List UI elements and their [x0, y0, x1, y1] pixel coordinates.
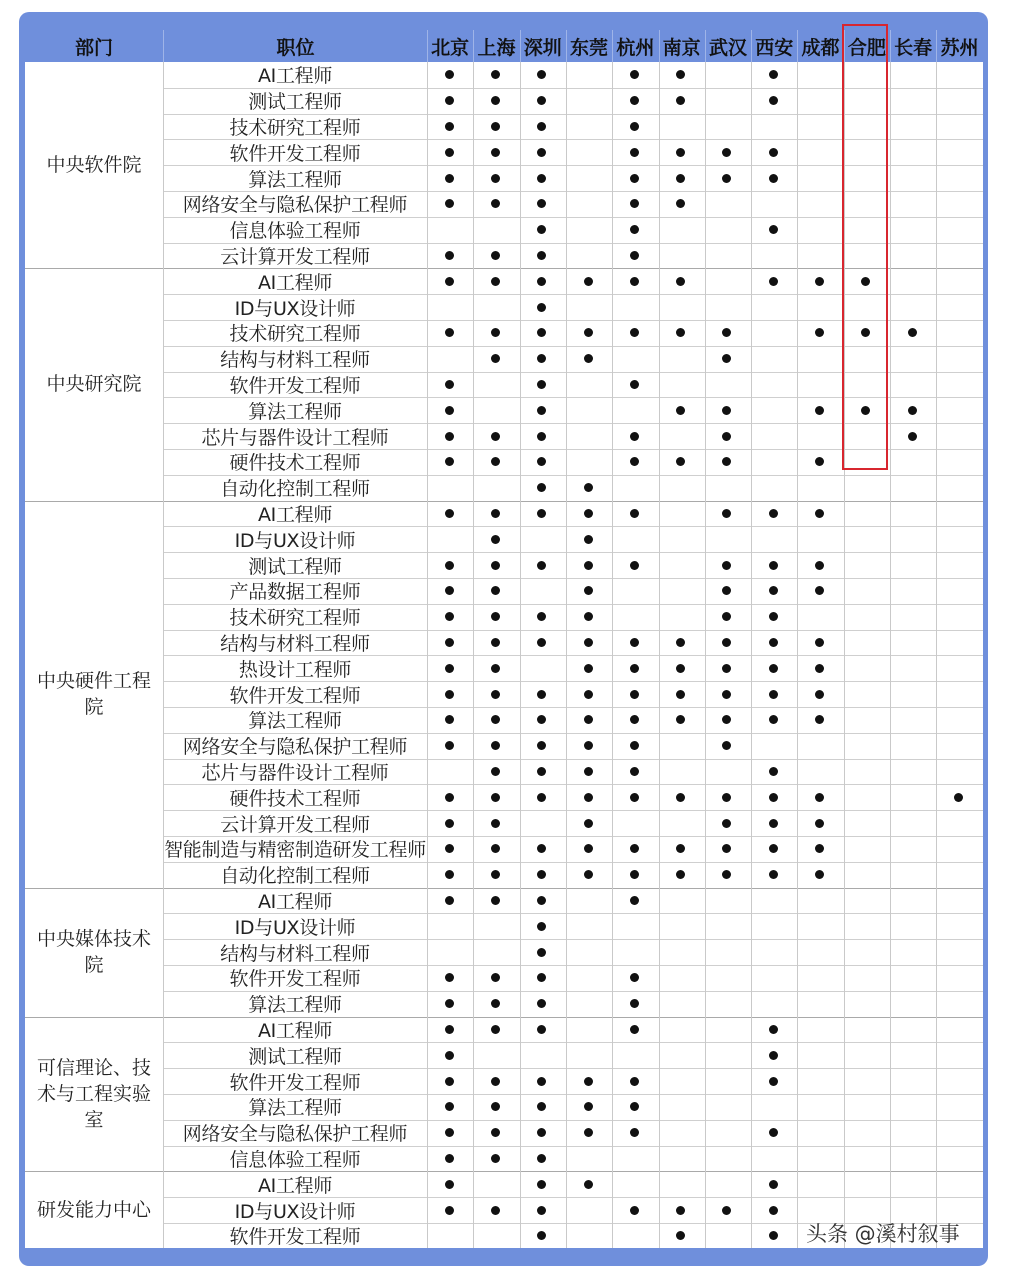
column-separator	[890, 62, 891, 1248]
availability-dot	[491, 148, 500, 157]
availability-dot	[769, 561, 778, 570]
position-label: ID与UX设计师	[234, 1200, 356, 1223]
availability-dot	[491, 690, 500, 699]
availability-dot	[815, 690, 824, 699]
department-label: 中央硬件工程院	[36, 670, 151, 719]
column-separator	[427, 62, 428, 1248]
position-label: 网络安全与隐私保护工程师	[182, 1123, 408, 1146]
availability-dot	[537, 1077, 546, 1086]
availability-dot	[445, 1206, 454, 1215]
availability-dot	[491, 664, 500, 673]
position-label: 硬件技术工程师	[229, 452, 361, 475]
availability-dot	[491, 122, 500, 131]
availability-dot	[815, 509, 824, 518]
availability-dot	[491, 1206, 500, 1215]
availability-dot	[630, 509, 639, 518]
availability-dot	[445, 586, 454, 595]
availability-dot	[491, 1077, 500, 1086]
availability-dot	[630, 380, 639, 389]
availability-dot	[445, 70, 454, 79]
availability-dot	[537, 793, 546, 802]
position-label: 结构与材料工程师	[220, 349, 370, 372]
position-label: 网络安全与隐私保护工程师	[182, 736, 408, 759]
availability-dot	[537, 1180, 546, 1189]
availability-dot	[769, 225, 778, 234]
availability-dot	[584, 870, 593, 879]
position-label: 技术研究工程师	[229, 323, 361, 346]
position-label: 技术研究工程师	[229, 117, 361, 139]
availability-dot	[491, 1154, 500, 1163]
availability-dot	[491, 251, 500, 260]
department-label: 中央软件院	[46, 154, 142, 177]
header-separator	[751, 30, 752, 62]
availability-dot	[491, 432, 500, 441]
header-city-3: 东莞	[570, 36, 609, 59]
availability-dot	[491, 561, 500, 570]
availability-dot	[445, 999, 454, 1008]
availability-dot	[584, 535, 593, 544]
availability-dot	[445, 715, 454, 724]
hefei-column-highlight	[842, 24, 888, 470]
availability-dot	[537, 277, 546, 286]
availability-dot	[445, 96, 454, 105]
department-label: 中央媒体技术院	[36, 928, 151, 977]
availability-dot	[491, 174, 500, 183]
position-label: ID与UX设计师	[234, 916, 356, 939]
header-separator	[705, 30, 706, 62]
availability-dot	[630, 277, 639, 286]
availability-dot	[445, 251, 454, 260]
availability-dot	[954, 793, 963, 802]
position-label: 软件开发工程师	[229, 1226, 361, 1249]
availability-dot	[815, 793, 824, 802]
position-label: 结构与材料工程师	[220, 942, 370, 965]
availability-dot	[491, 767, 500, 776]
availability-dot	[676, 277, 685, 286]
availability-dot	[445, 870, 454, 879]
availability-dot	[445, 690, 454, 699]
availability-dot	[676, 664, 685, 673]
position-label: 技术研究工程师	[229, 607, 361, 630]
header-city-2: 深圳	[523, 36, 562, 59]
header-city-9: 合肥	[847, 36, 886, 59]
header-separator	[797, 30, 798, 62]
availability-dot	[491, 509, 500, 518]
position-label: 测试工程师	[248, 555, 342, 578]
availability-dot	[676, 690, 685, 699]
availability-dot	[630, 225, 639, 234]
header-city-1: 上海	[477, 36, 516, 59]
availability-dot	[630, 96, 639, 105]
header-city-8: 成都	[801, 36, 840, 59]
availability-dot	[584, 1180, 593, 1189]
availability-dot	[445, 638, 454, 647]
availability-dot	[445, 896, 454, 905]
availability-dot	[769, 870, 778, 879]
availability-dot	[769, 1180, 778, 1189]
availability-dot	[445, 277, 454, 286]
availability-dot	[491, 535, 500, 544]
availability-dot	[445, 380, 454, 389]
availability-dot	[445, 664, 454, 673]
position-label: 网络安全与隐私保护工程师	[182, 194, 408, 217]
header-city-10: 长春	[894, 36, 933, 59]
column-separator	[520, 62, 521, 1248]
availability-dot	[630, 664, 639, 673]
position-label: 软件开发工程师	[229, 684, 361, 707]
availability-dot	[769, 819, 778, 828]
position-label: 信息体验工程师	[229, 1149, 361, 1171]
availability-dot	[584, 483, 593, 492]
position-label: 算法工程师	[248, 994, 342, 1017]
column-separator	[566, 62, 567, 1248]
availability-dot	[445, 1025, 454, 1034]
availability-dot	[630, 561, 639, 570]
availability-dot	[769, 277, 778, 286]
availability-dot	[630, 741, 639, 750]
availability-dot	[630, 638, 639, 647]
availability-dot	[815, 819, 824, 828]
header-city-6: 武汉	[708, 36, 747, 59]
availability-dot	[769, 1025, 778, 1034]
availability-dot	[584, 715, 593, 724]
availability-dot	[491, 638, 500, 647]
availability-dot	[676, 1206, 685, 1215]
header-separator	[659, 30, 660, 62]
availability-dot	[630, 148, 639, 157]
availability-dot	[584, 767, 593, 776]
header-separator	[427, 30, 428, 62]
position-label: 算法工程师	[248, 710, 342, 733]
availability-dot	[676, 174, 685, 183]
header-separator	[566, 30, 567, 62]
availability-dot	[584, 638, 593, 647]
availability-dot	[445, 432, 454, 441]
availability-dot	[584, 509, 593, 518]
position-label: 热设计工程师	[238, 658, 352, 681]
availability-dot	[630, 122, 639, 131]
availability-dot	[537, 690, 546, 699]
position-label: 产品数据工程师	[229, 581, 361, 604]
position-label: 芯片与器件设计工程师	[201, 762, 389, 784]
header-position: 职位	[276, 36, 315, 59]
availability-dot	[445, 793, 454, 802]
availability-dot	[445, 174, 454, 183]
availability-dot	[815, 277, 824, 286]
availability-dot	[445, 1128, 454, 1137]
column-separator	[751, 62, 752, 1248]
position-label: AI工程师	[257, 1020, 333, 1042]
header-city-0: 北京	[431, 36, 470, 59]
availability-dot	[491, 1025, 500, 1034]
column-separator	[705, 62, 706, 1248]
position-label: AI工程师	[257, 504, 333, 526]
column-separator	[797, 62, 798, 1248]
position-label: ID与UX设计师	[234, 297, 356, 320]
availability-dot	[445, 328, 454, 337]
column-separator	[473, 62, 474, 1248]
availability-dot	[537, 922, 546, 931]
availability-dot	[584, 819, 593, 828]
header-city-5: 南京	[662, 36, 701, 59]
availability-dot	[445, 561, 454, 570]
availability-dot	[630, 1077, 639, 1086]
position-label: ID与UX设计师	[234, 529, 356, 552]
availability-dot	[769, 664, 778, 673]
availability-dot	[630, 690, 639, 699]
availability-dot	[445, 612, 454, 621]
position-label: 软件开发工程师	[229, 1071, 361, 1094]
availability-dot	[584, 586, 593, 595]
availability-dot	[630, 767, 639, 776]
availability-dot	[584, 844, 593, 853]
availability-dot	[491, 896, 500, 905]
availability-dot	[491, 819, 500, 828]
availability-dot	[769, 1077, 778, 1086]
position-label: 智能制造与精密制造研发工程师	[164, 839, 426, 862]
availability-dot	[630, 896, 639, 905]
column-separator	[936, 62, 937, 1248]
availability-dot	[769, 148, 778, 157]
position-label: 测试工程师	[248, 91, 342, 114]
availability-dot	[584, 793, 593, 802]
availability-dot	[769, 793, 778, 802]
column-separator	[612, 62, 613, 1248]
position-label: 云计算开发工程师	[220, 813, 370, 836]
availability-dot	[584, 328, 593, 337]
availability-dot	[769, 509, 778, 518]
availability-dot	[584, 612, 593, 621]
availability-dot	[445, 148, 454, 157]
position-label: 云计算开发工程师	[220, 246, 370, 268]
header-city-4: 杭州	[616, 36, 655, 59]
availability-dot	[769, 612, 778, 621]
availability-dot	[445, 1180, 454, 1189]
availability-dot	[630, 999, 639, 1008]
header-separator	[163, 30, 164, 62]
position-label: AI工程师	[257, 891, 333, 913]
availability-dot	[537, 1206, 546, 1215]
availability-dot	[630, 432, 639, 441]
position-label: 测试工程师	[248, 1045, 342, 1068]
watermark: 头条 @溪村叙事	[806, 1222, 960, 1246]
position-label: 软件开发工程师	[229, 968, 361, 991]
availability-dot	[769, 1128, 778, 1137]
availability-dot	[445, 1077, 454, 1086]
position-label: AI工程师	[257, 65, 333, 88]
availability-dot	[630, 793, 639, 802]
position-label: 算法工程师	[248, 400, 342, 423]
availability-dot	[445, 457, 454, 466]
position-label: 软件开发工程师	[229, 142, 361, 165]
availability-dot	[769, 767, 778, 776]
department-label: 中央研究院	[46, 373, 142, 396]
availability-dot	[584, 741, 593, 750]
availability-dot	[584, 1128, 593, 1137]
availability-dot	[445, 1102, 454, 1111]
header-separator	[612, 30, 613, 62]
availability-dot	[445, 406, 454, 415]
position-label: 结构与材料工程师	[220, 633, 370, 655]
position-label: 自动化控制工程师	[220, 865, 370, 888]
availability-dot	[815, 561, 824, 570]
availability-dot	[445, 973, 454, 982]
header-separator	[890, 30, 891, 62]
availability-dot	[491, 793, 500, 802]
availability-dot	[584, 690, 593, 699]
position-label: 软件开发工程师	[229, 375, 361, 397]
availability-dot	[676, 406, 685, 415]
availability-dot	[676, 148, 685, 157]
availability-dot	[769, 1206, 778, 1215]
availability-dot	[630, 251, 639, 260]
availability-dot	[584, 561, 593, 570]
position-label: 信息体验工程师	[229, 220, 361, 243]
availability-dot	[769, 96, 778, 105]
availability-dot	[584, 1077, 593, 1086]
availability-dot	[445, 199, 454, 208]
availability-dot	[676, 793, 685, 802]
availability-dot	[769, 174, 778, 183]
availability-dot	[537, 174, 546, 183]
header-separator	[520, 30, 521, 62]
availability-dot	[445, 844, 454, 853]
position-label: 算法工程师	[248, 168, 342, 191]
header-city-7: 西安	[755, 36, 794, 59]
availability-dot	[630, 174, 639, 183]
availability-dot	[445, 819, 454, 828]
availability-dot	[908, 406, 917, 415]
availability-dot	[445, 1051, 454, 1060]
header-separator	[936, 30, 937, 62]
availability-dot	[491, 277, 500, 286]
availability-dot	[630, 1025, 639, 1034]
position-label: 硬件技术工程师	[229, 787, 361, 810]
column-separator	[659, 62, 660, 1248]
availability-dot	[630, 1206, 639, 1215]
department-label: 研发能力中心	[36, 1199, 151, 1222]
availability-dot	[769, 690, 778, 699]
position-label: AI工程师	[257, 1174, 333, 1197]
availability-dot	[630, 870, 639, 879]
availability-dot	[769, 1051, 778, 1060]
availability-dot	[537, 406, 546, 415]
availability-dot	[584, 354, 593, 363]
availability-dot	[537, 303, 546, 312]
availability-dot	[815, 664, 824, 673]
availability-dot	[769, 638, 778, 647]
header-city-11: 苏州	[940, 36, 979, 59]
column-separator	[163, 62, 164, 1248]
availability-dot	[815, 406, 824, 415]
department-label: 可信理论、技术与工程实验室	[36, 1056, 151, 1131]
availability-dot	[537, 148, 546, 157]
availability-dot	[537, 948, 546, 957]
availability-dot	[908, 432, 917, 441]
header-department: 部门	[74, 36, 113, 59]
availability-dot	[445, 509, 454, 518]
availability-dot	[445, 1154, 454, 1163]
position-label: 算法工程师	[248, 1097, 342, 1120]
availability-dot	[630, 1128, 639, 1137]
availability-dot	[537, 432, 546, 441]
availability-dot	[537, 561, 546, 570]
availability-dot	[584, 277, 593, 286]
position-label: AI工程师	[257, 271, 333, 294]
availability-dot	[584, 664, 593, 673]
position-label: 自动化控制工程师	[220, 478, 370, 501]
availability-dot	[584, 1102, 593, 1111]
availability-dot	[445, 122, 454, 131]
availability-dot	[445, 741, 454, 750]
availability-dot	[815, 638, 824, 647]
availability-dot	[908, 328, 917, 337]
position-label: 芯片与器件设计工程师	[201, 426, 389, 449]
header-separator	[473, 30, 474, 62]
